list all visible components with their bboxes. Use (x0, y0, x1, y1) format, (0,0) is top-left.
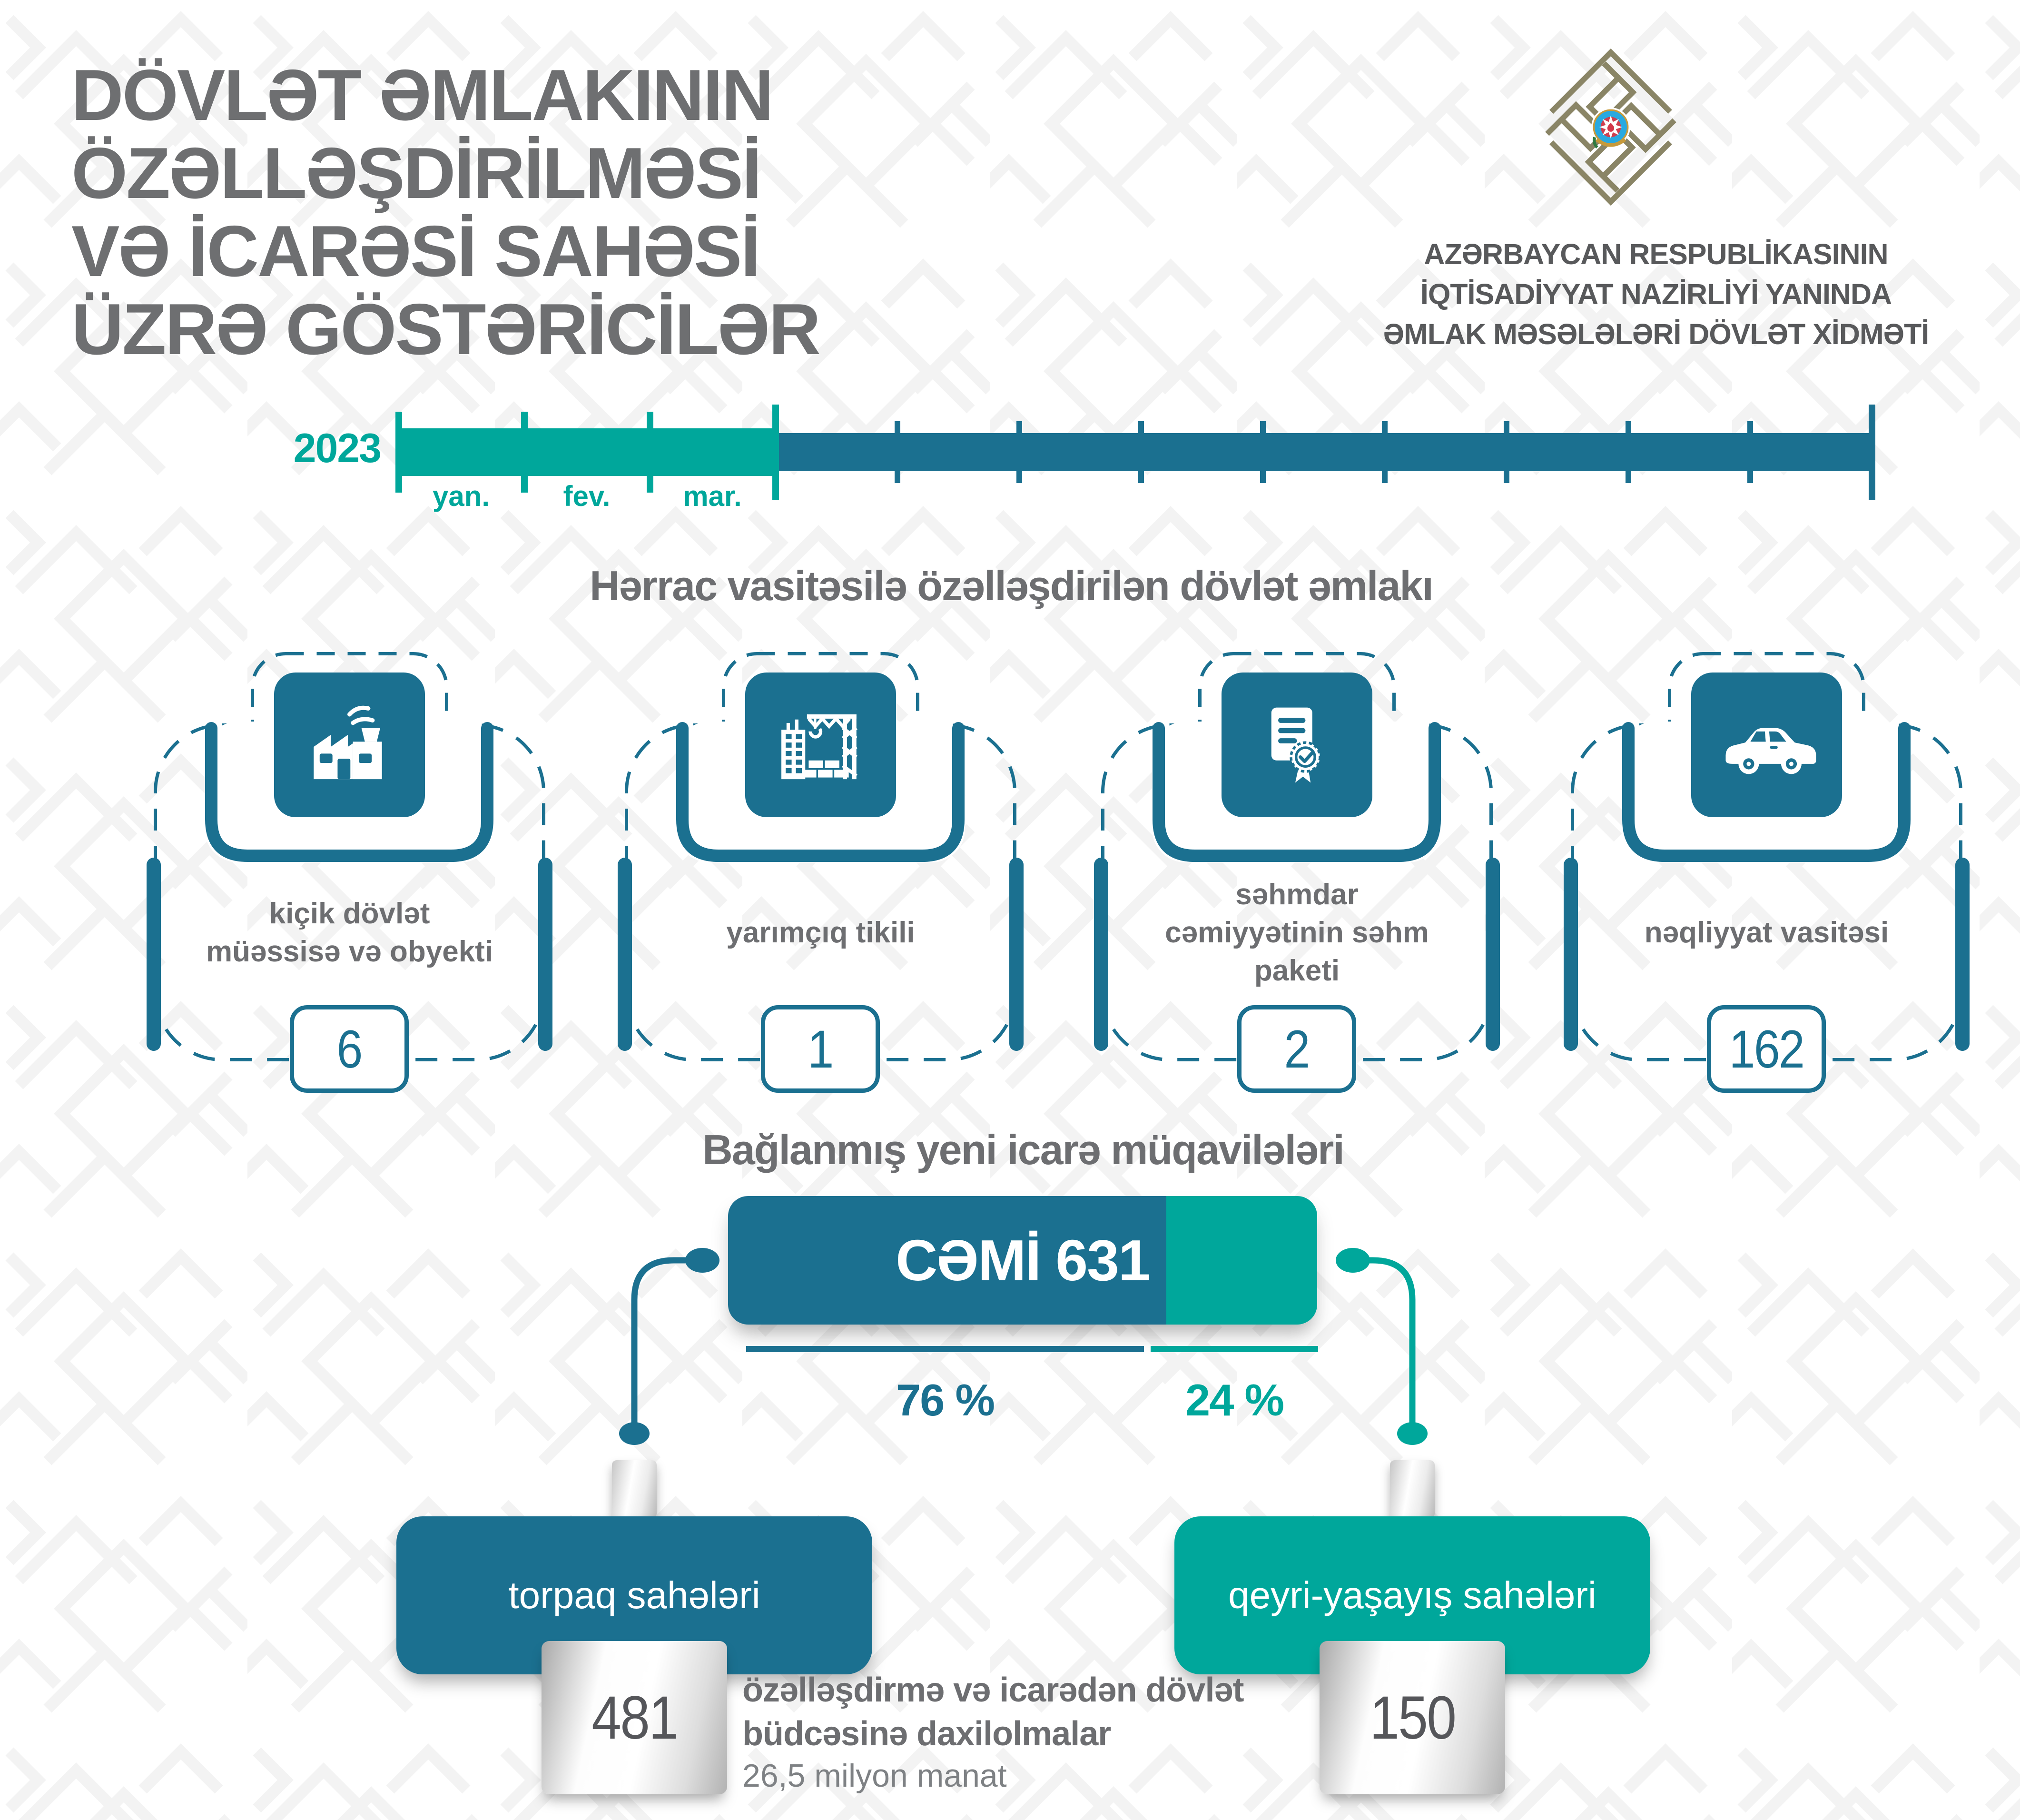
land-plots-box: torpaq sahələri (396, 1516, 872, 1674)
percent-right-label: 24 % (1185, 1375, 1284, 1425)
connector-dot (619, 1422, 650, 1445)
percent-left-label: 76 % (896, 1375, 995, 1425)
org-line-1: AZƏRBAYCAN RESPUBLİKASININ (1424, 238, 1888, 270)
card-label: səhmdar cəmiyyətinin səhm paketi (1165, 878, 1429, 987)
org-line-3: ƏMLAK MƏSƏLƏLƏRİ DÖVLƏT XİDMƏTİ (1383, 318, 1929, 350)
auction-section-heading: Hərrac vasitəsilə özəlləşdirilən dövlət əmlakı (590, 562, 1433, 609)
lease-section-heading: Bağlanmış yeni icarə müqavilələri (702, 1126, 1344, 1173)
card-value: 1 (808, 1019, 833, 1079)
month-label-jan: yan. (432, 480, 490, 512)
lease-total-label: CƏMİ 631 (896, 1228, 1150, 1293)
budget-note-line-2: büdcəsinə daxilolmalar (742, 1715, 1111, 1753)
title-line-3: VƏ İCARƏSİ SAHƏSİ (71, 211, 759, 292)
title-line-1: DÖVLƏT ƏMLAKININ (71, 55, 773, 136)
card-value: 2 (1284, 1019, 1310, 1079)
connector-dot (685, 1248, 719, 1273)
land-plots-value: 481 (591, 1683, 678, 1752)
budget-amount: 26,5 milyon manat (742, 1758, 1007, 1794)
connector-tab-left (612, 1460, 657, 1518)
month-label-feb: fev. (563, 480, 611, 512)
card-value: 162 (1729, 1019, 1804, 1079)
budget-note-line-1: özəlləşdirmə və icarədən dövlət (742, 1671, 1244, 1709)
connector-tab-right (1390, 1460, 1435, 1518)
card-value: 6 (336, 1019, 362, 1079)
title-line-2: ÖZƏLLƏŞDİRİLMƏSİ (71, 133, 761, 214)
org-line-2: İQTİSADİYYAT NAZİRLİYİ YANINDA (1420, 278, 1892, 310)
card-label: yarımçıq tikili (726, 916, 915, 949)
nonresidential-value: 150 (1369, 1683, 1456, 1752)
land-plots-value-box (542, 1641, 727, 1794)
connector-dot (1336, 1248, 1370, 1273)
title-line-4: ÜZRƏ GÖSTƏRİCİLƏR (71, 289, 820, 370)
timeline-year-label: 2023 (293, 425, 381, 471)
card-label: kiçik dövlət müəssisə və obyekti (206, 897, 493, 968)
month-label-mar: mar. (683, 480, 742, 512)
connector-dot (1397, 1422, 1428, 1445)
card-label: nəqliyyat vasitəsi (1644, 916, 1889, 949)
nonresidential-box: qeyri-yaşayış sahələri (1174, 1516, 1650, 1674)
